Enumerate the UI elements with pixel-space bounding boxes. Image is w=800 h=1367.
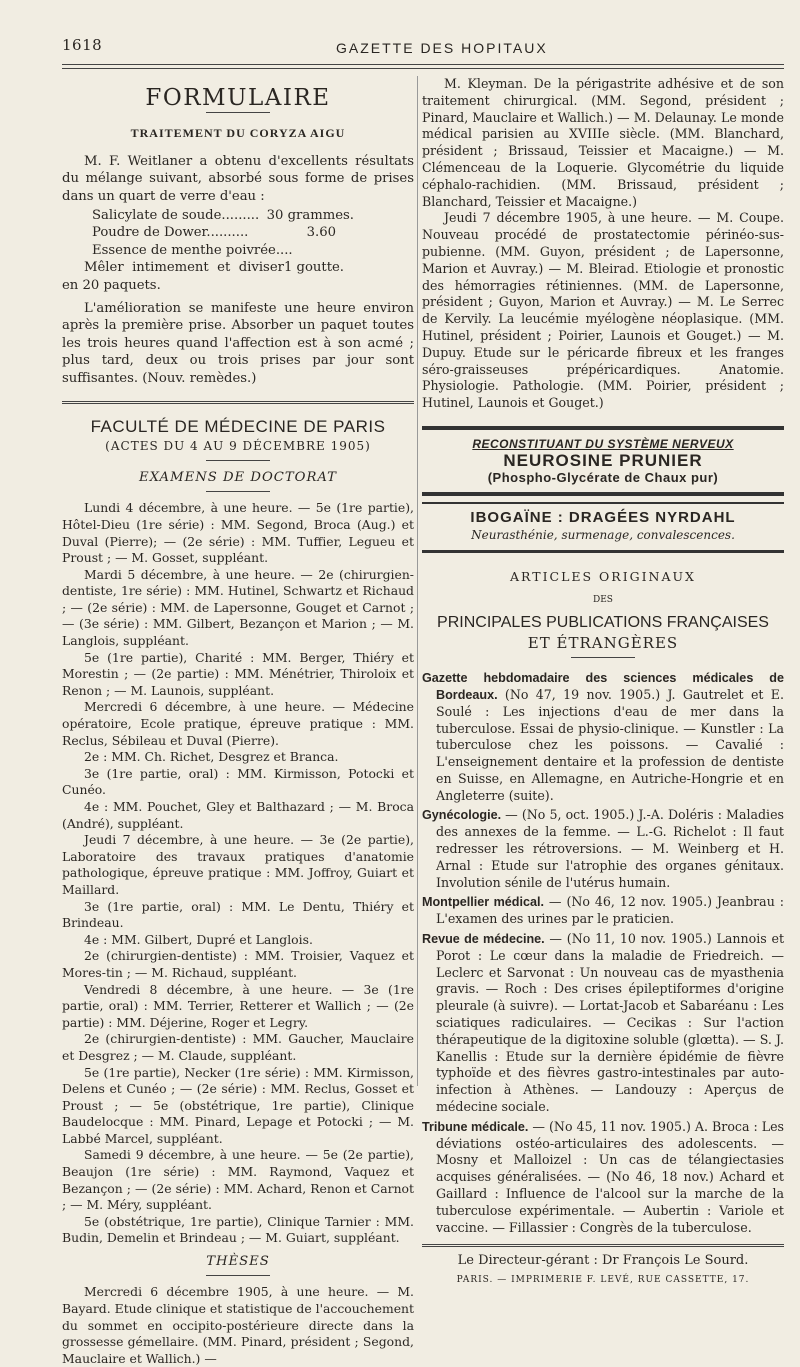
- exam-paragraph: 2e (chirurgien-dentiste) : MM. Troisier, Vaquez et Mores-tin ; — M. Richaud, suppléant.: [62, 948, 414, 980]
- articles-title: ARTICLES ORIGINAUX: [510, 568, 696, 584]
- publication-entry: Tribune médicale. — (No 45, 11 nov. 1905.) A. Broca : Les déviations ostéo-articulaires des adolescents. — Mosny et Malloizel : Un cas de télangiectasies acquises généralisées. — (No 46, 18 nov.) Achard et Gaillard : Influence de l'alcool sur la marche de la tuberculose expérimentale. — Aubertin : Variole et vaccine. — Fillassier : Congrès de la tuberculose.: [422, 1118, 785, 1235]
- journal-name: Gazette hebdomadaire des sciences médicales de Bordeaux.: [422, 671, 784, 702]
- exam-paragraph: 3e (1re partie, oral) : MM. Le Dentu, Thiéry et Brindeau.: [62, 898, 414, 931]
- page-number: 1618: [62, 36, 103, 54]
- theses-paragraph: Mercredi 6 décembre 1905, à une heure. — M. Bayard. Etude clinique et statistique de l'accouchement du sommet en occipito-postérieure directe dans la grossesse gémellaire. (MM. Pinard, président ; Segond, Mauclaire et Wallich.) —: [62, 1284, 414, 1366]
- articles-des: DES: [593, 594, 613, 605]
- formulaire-subtitle: TRAITEMENT DU CORYZA AIGU: [130, 126, 346, 141]
- theses-continued: M. Kleyman. De la périgastrite adhésive et de son traitement chirurgical. (MM. Segond, président ; Pinard, Mauclaire et Wallich.) — M. Delaunay. Le monde médical parisien au XVIIIe siècle. (MM. Blanchard, président ; Brissaud, Teissier et Macaigne.) — M. Clémenceau de la Loquerie. Glycométrie du liquide céphalo-rachidien. (MM. Brissaud, président ; Blanchard, Teissier et Macaigne.): [422, 76, 784, 209]
- ad-rule: [422, 502, 784, 504]
- printer-line: PARIS. — IMPRIMERIE F. LEVÉ, RUE CASSETTE, 17.: [456, 1275, 750, 1286]
- examens-title: EXAMENS DE DOCTORAT: [139, 469, 337, 485]
- neurosine-line3: (Phospho-Glycérate de Chaux pur): [487, 469, 719, 485]
- recipe-line: Salicylate de soude......... 30 grammes.: [92, 208, 354, 224]
- exam-paragraph: 5e (1re partie), Charité : MM. Berger, Thiéry et Morestin ; — (2e partie) : MM. Ménétrier, Thiroloix et Renon ; — M. Launois, suppléant.: [62, 649, 414, 698]
- ornament-rule: [206, 1275, 270, 1276]
- publication-entry: Gynécologie. — (No 5, oct. 1905.) J.-A. Doléris : Maladies des annexes de la femme. — L.-G. Richelot : Il faut redresser les rétroversions. — M. Weinberg et H. Arnal : Etude sur l'atrophie des organes génitaux. Involution sénile de l'utérus humain.: [422, 807, 784, 890]
- examens-list: [62, 500, 414, 1247]
- header-rule-2: [62, 68, 784, 69]
- exam-paragraph: 4e : MM. Pouchet, Gley et Balthazard ; — M. Broca (André), suppléant.: [62, 799, 414, 831]
- exam-paragraph: 5e (1re partie), Necker (1re série) : MM. Kirmisson, Delens et Cunéo ; — (2e série) : MM. Reclus, Gosset et Proust ; — 5e (obstétrique, 1re partie), Clinique Baudelocque : MM. Pinard, Lepage et Potocki ; — M. Labbé Marcel, suppléant.: [62, 1064, 414, 1146]
- articles-main-title-2: ET ÉTRANGÈRES: [527, 634, 679, 653]
- formulaire-intro: M. F. Weitlaner a obtenu d'excellents résultats du mélange suivant, absorbé sous forme de prises dans un quart de verre d'eau :: [62, 153, 414, 204]
- recipe-instructions: Mêler intimement et diviser en 20 paquets.: [62, 260, 284, 293]
- neurosine-ad: [422, 436, 784, 486]
- exam-paragraph: Vendredi 8 décembre, à une heure. — 3e (1re partie, oral) : MM. Terrier, Retterer et Wallich ; — (2e partie) : MM. Déjerine, Roger et Legry.: [62, 981, 414, 1030]
- ibogaine-line1: IBOGAÏNE : DRAGÉES NYRDAHL: [470, 509, 736, 527]
- column-divider: [417, 76, 418, 1086]
- publication-entry: Gazette hebdomadaire des sciences médicales de Bordeaux. (No 47, 19 nov. 1905.) J. Gautrelet et E. Soulé : Les injections d'eau de mer dans la tuberculose. Essai de physio-clinique. — Kunstler : La tuberculose chez les poissons. — Cavalié : L'enseignement dentaire et la profession de dentiste en Suisse, en Allemagne, en Autriche-Hongrie et en Angleterre (suite).: [422, 671, 784, 803]
- recipe-line: Poudre de Dower.......... 3.60: [92, 225, 336, 241]
- neurosine-line1: RECONSTITUANT DU SYSTÈME NERVEUX: [472, 436, 734, 451]
- ornament-rule: [206, 112, 270, 113]
- header-rule: [62, 64, 784, 65]
- exam-paragraph: 3e (1re partie, oral) : MM. Kirmisson, Potocki et Cunéo.: [62, 765, 414, 798]
- exam-paragraph: 2e : MM. Ch. Richet, Desgrez et Branca.: [84, 749, 339, 765]
- journal-name: Revue de médecine.: [422, 932, 545, 947]
- ibogaine-line2: Neurasthénie, surmenage, convalescences.: [471, 528, 735, 543]
- faculte-title: FACULTÉ DE MÉDECINE DE PARIS: [90, 417, 386, 437]
- section-rule: [62, 401, 414, 404]
- right-column: [422, 76, 784, 1289]
- faculte-subtitle: (ACTES DU 4 AU 9 DÉCEMBRE 1905): [105, 438, 371, 453]
- exam-paragraph: 4e : MM. Gilbert, Dupré et Langlois.: [84, 931, 313, 947]
- exam-paragraph: Mercredi 6 décembre, à une heure. — Médecine opératoire, Ecole pratique, épreuve pratique : MM. Reclus, Sébileau et Duval (Pierre).: [62, 699, 414, 748]
- exam-paragraph: Samedi 9 décembre, à une heure. — 5e (2e partie), Beaujon (1re série) : MM. Raymond, Vaquez et Bezançon ; — (2e série) : MM. Achard, Renon et Carnot ; — M. Méry, suppléant.: [62, 1147, 414, 1213]
- exam-paragraph: 2e (chirurgien-dentiste) : MM. Gaucher, Mauclaire et Desgrez ; — M. Claude, suppléant.: [62, 1031, 414, 1063]
- recipe-line: Essence de menthe poivrée.... 1 goutte.: [92, 242, 344, 276]
- left-column: [62, 76, 414, 1367]
- exam-paragraph: Jeudi 7 décembre, à une heure. — 3e (2e partie), Laboratoire des travaux pratiques d'anatomie pathologique, épreuve pratique : MM. Joffroy, Guiart et Maillard.: [62, 832, 414, 897]
- publication-entry: Revue de médecine. — (No 11, 10 nov. 1905.) Lannois et Porot : Le cœur dans la maladie de Friedreich. — Leclerc et Sarvonat : Un nouveau cas de myasthenia gravis. — Roch : Des crises épileptiformes d'origine pleurale (à suivre). — Lortat-Jacob et Sabaréanu : Les sciatiques radiculaires. — Cecikas : Sur l'action thérapeutique de la digitoxine soluble (glœtta). — S. J. Kanellis : Etude sur la dernière épidémie de fièvre typhoïde et des fièvres gastro-intestinales par auto-infection à Athènes. — Landouzy : Aperçus de médecine sociale.: [422, 931, 785, 1115]
- director-line: Le Directeur-gérant : Dr François Le Sourd.: [457, 1253, 749, 1269]
- running-title: GAZETTE DES HOPITAUX: [336, 40, 548, 56]
- formulaire-body: L'amélioration se manifeste une heure environ après la première prise. Absorber un paquet toutes les trois heures quand l'affection est à son acmé ; plus tard, deux ou trois prises par jour sont suffisantes. (Nouv. remèdes.): [62, 301, 414, 386]
- ibogaine-ad: [422, 510, 784, 544]
- neurosine-line2: NEUROSINE PRUNIER: [503, 450, 703, 470]
- recipe: [62, 207, 414, 276]
- ornament-rule: [206, 491, 270, 492]
- ad-rule: [422, 426, 784, 430]
- footer-rule: [422, 1244, 784, 1247]
- journal-name: Gynécologie.: [422, 808, 502, 823]
- ornament-rule: [571, 657, 635, 658]
- ad-rule: [422, 492, 784, 496]
- publication-entry: Montpellier médical. — (No 46, 12 nov. 1905.) Jeanbrau : L'examen des urines par le praticien.: [422, 894, 784, 927]
- ornament-rule: [206, 460, 270, 461]
- journal-name: Montpellier médical.: [422, 895, 544, 910]
- exam-paragraph: Mardi 5 décembre, à une heure. — 2e (chirurgien-dentiste, 1re série) : MM. Hutinel, Schwartz et Richaud ; — (2e série) : MM. de Lapersonne, Gouget et Carnot ; — (3e série) : MM. Gilbert, Bezançon et Marion ; — M. Langlois, suppléant.: [62, 566, 414, 649]
- publications-list: [422, 670, 784, 1236]
- theses-continued: Jeudi 7 décembre 1905, à une heure. — M. Coupe. Nouveau procédé de prostatectomie périnéo-sus-pubienne. (MM. Guyon, président ; de Lapersonne, Marion et Auvray.) — M. Bleirad. Etiologie et pronostic des hémorragies rétiniennes. (MM. de Lapersonne, président ; Guyon, Marion et Auvray.) — M. Le Serrec de Kervily. La leucémie myélogène néoplasique. (MM. Hutinel, président ; Poirier, Launois et Gouget.) — M. Dupuy. Etude sur le péricarde fibreux et les franges séro-graisseuses prépéricardiques. Anatomie. Physiologie. Pathologie. (MM. Poirier, président ; Hutinel, Launois et Gouget.): [422, 210, 784, 411]
- theses-title: THÈSES: [206, 1254, 270, 1270]
- exam-paragraph: 5e (obstétrique, 1re partie), Clinique Tarnier : MM. Budin, Demelin et Brindeau ; — M. Guiart, suppléant.: [62, 1213, 414, 1246]
- journal-name: Tribune médicale.: [422, 1119, 529, 1134]
- formulaire-title: FORMULAIRE: [145, 85, 331, 111]
- exam-paragraph: Lundi 4 décembre, à une heure. — 5e (1re partie), Hôtel-Dieu (1re série) : MM. Segond, Broca (Aug.) et Duval (Pierre); — (2e série) : MM. Tuffier, Legueu et Proust ; — M. Gosset, suppléant.: [62, 500, 414, 566]
- ad-rule: [422, 550, 784, 553]
- articles-main-title: PRINCIPALES PUBLICATIONS FRANÇAISES: [437, 613, 769, 631]
